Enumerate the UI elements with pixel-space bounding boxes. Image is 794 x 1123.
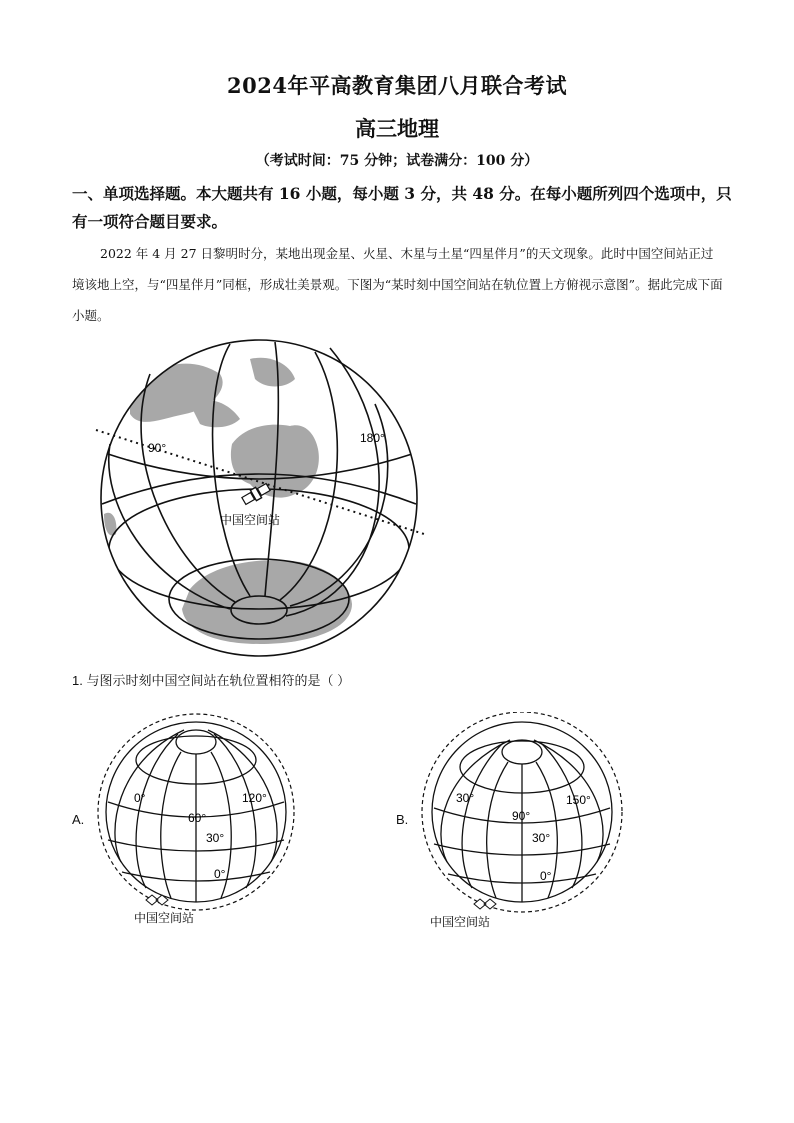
label-90: 90° [148,441,167,455]
option-a-letter[interactable]: A. [72,812,85,827]
question-1: 1. 与图示时刻中国空间站在轨位置相符的是（ ） [72,673,351,688]
option-a-globe[interactable] [96,712,296,928]
lat-0-label: 0° [540,869,552,883]
lon-center-label: 60° [188,811,207,825]
exam-info: （考试时间：75 分钟；试卷满分：100 分） [255,153,539,169]
landmass-shading [104,358,352,644]
station-label: 中国空间站 [220,513,281,527]
lat-30-label: 30° [206,831,225,845]
station-label: 中国空间站 [134,911,195,925]
option-b-globe[interactable] [418,712,628,932]
lat-0-label: 0° [214,867,226,881]
exam-title: 2024年平高教育集团八月联合考试 [227,73,567,98]
subject-title: 高三地理 [355,116,439,141]
station-label: 中国空间站 [430,915,491,929]
label-180: 180° [360,431,385,445]
option-b-letter[interactable]: B. [396,812,409,827]
space-station-icon [474,899,496,909]
main-globe-figure [90,334,430,660]
lon-left-label: 30° [456,791,475,805]
lon-right-label: 120° [242,791,267,805]
passage-text: 2022 年 4 月 27 日黎明时分，某地出现金星、火星、木星与土星“四星伴月”的天文现象。此时中国空间站正过境该地上空，与“四星伴月”同框，形成壮美景观。下图为“某时刻中国空间站在轨位置上方俯视示意图”。据此完成下面小题。 [72,246,723,323]
lon-right-label: 150° [566,793,591,807]
section-heading: 一、单项选择题。本大题共有 16 小题，每小题 3 分，共 48 分。在每小题所列四个选项中，只有一项符合题目要求。 [72,184,732,231]
lat-30-label: 30° [532,831,551,845]
lon-left-label: 0° [134,791,146,805]
lon-center-label: 90° [512,809,531,823]
